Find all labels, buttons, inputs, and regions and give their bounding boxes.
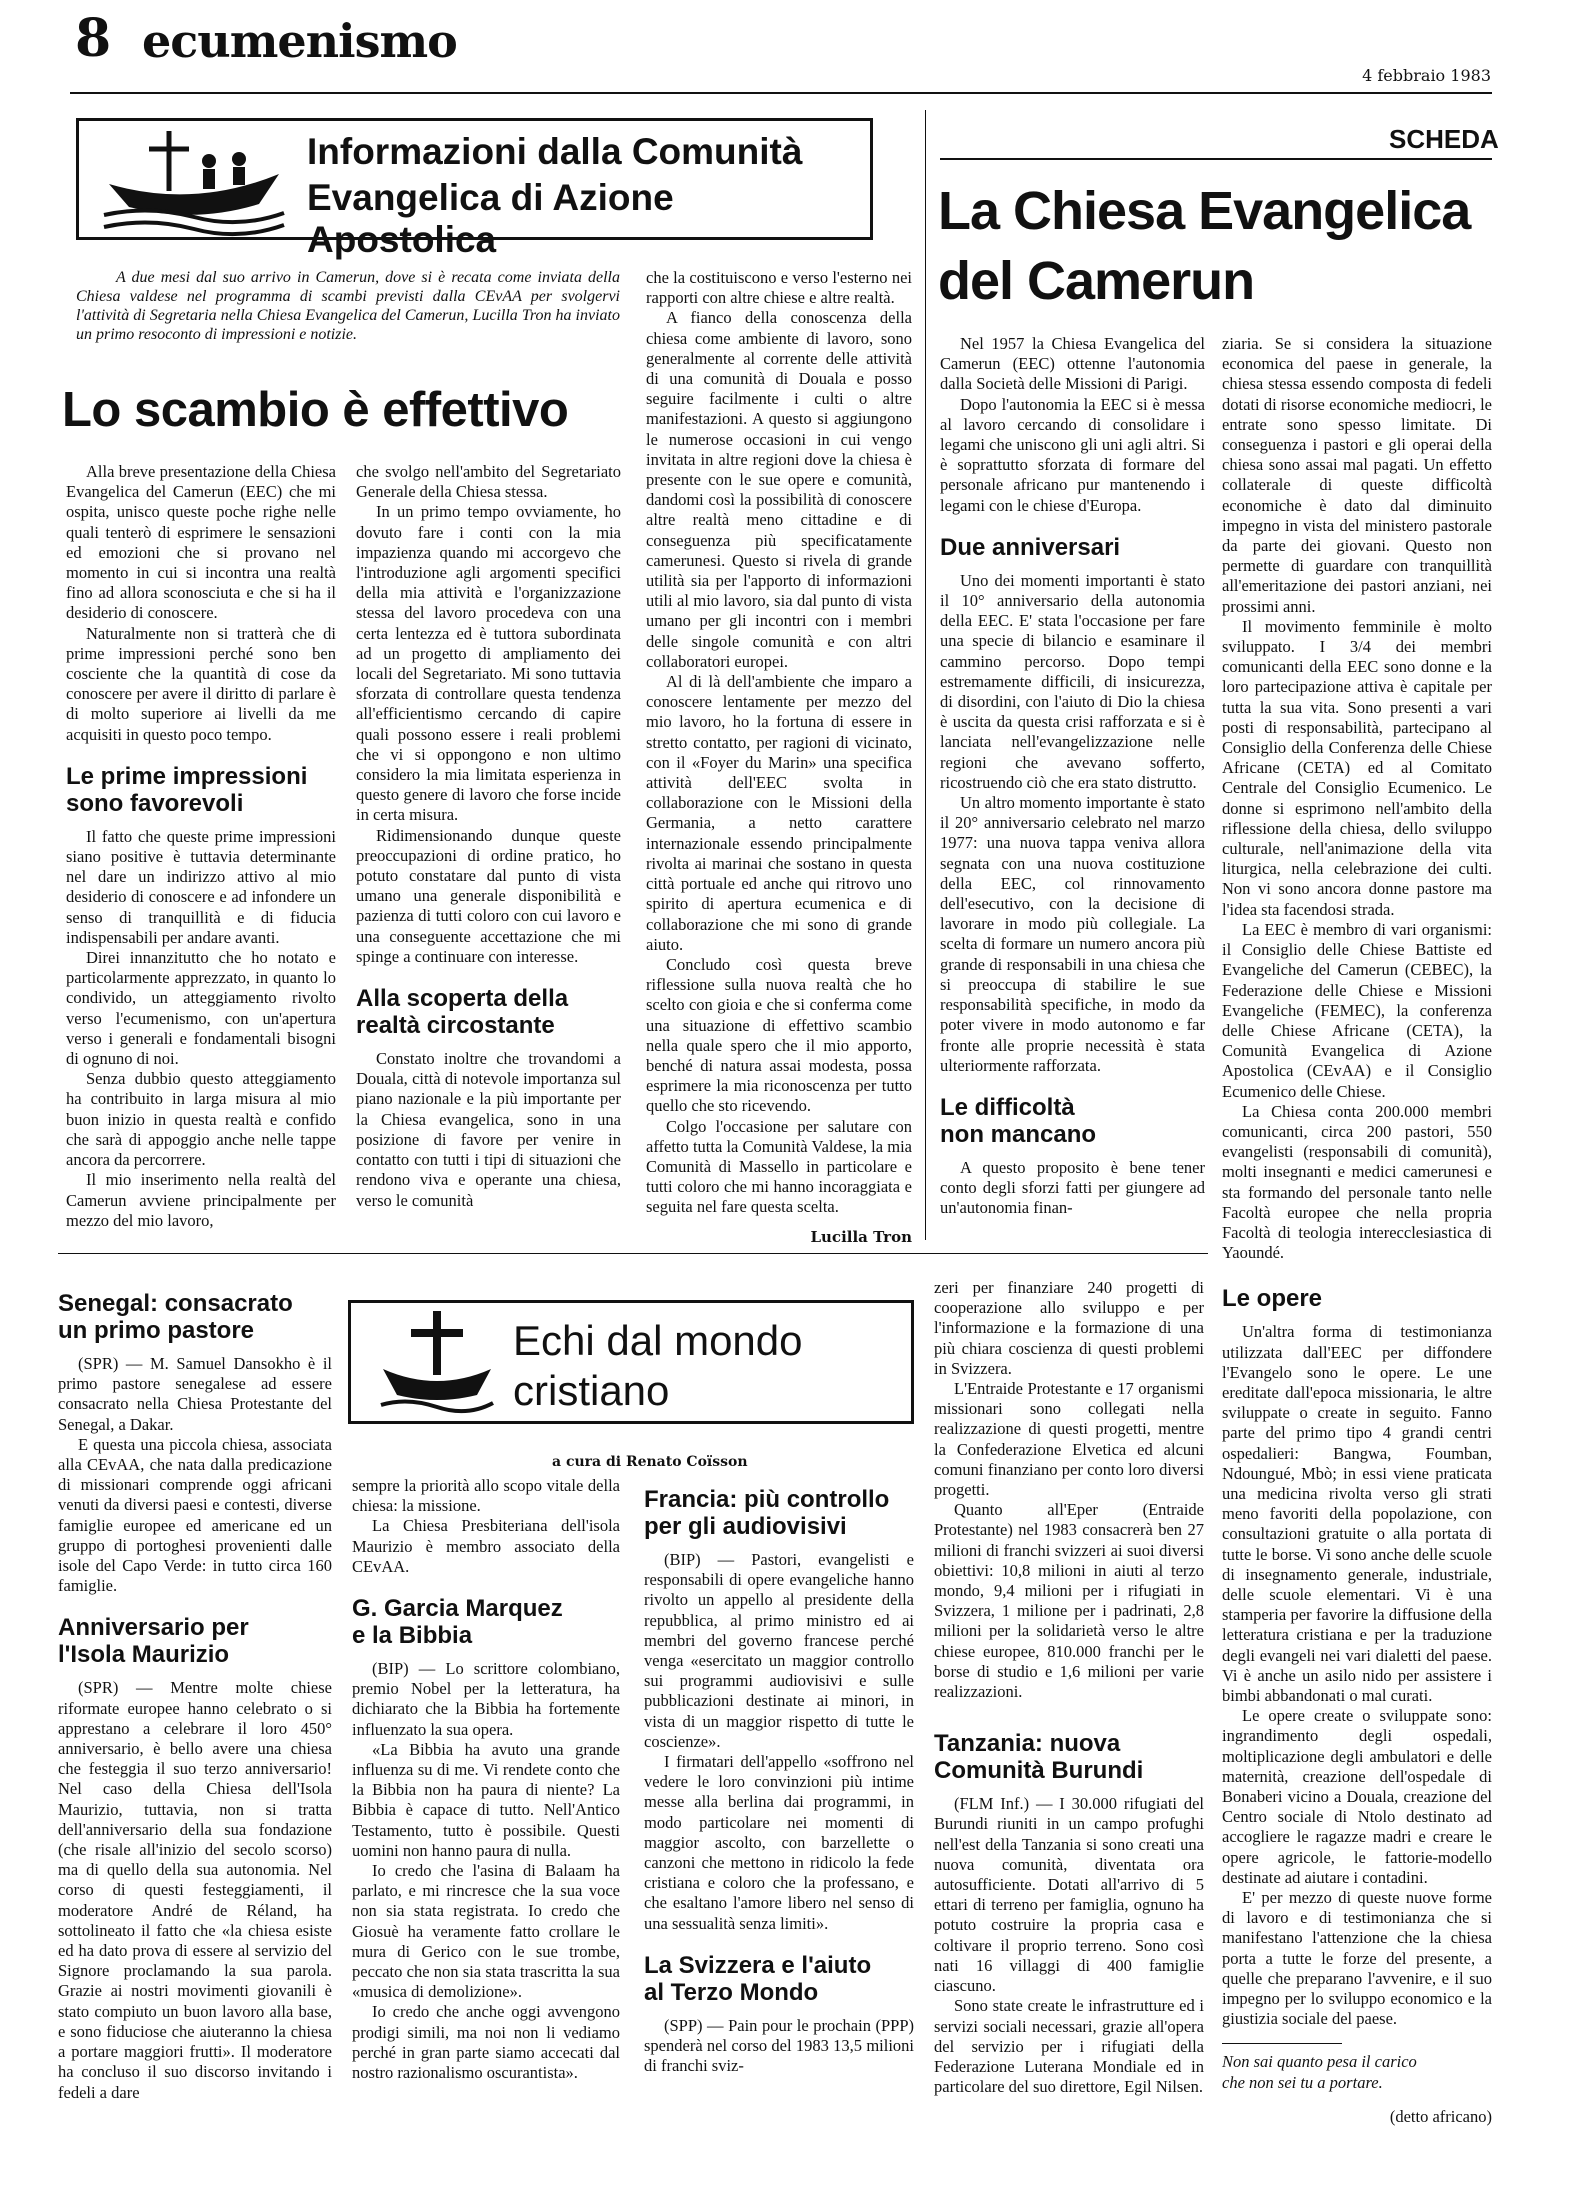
paragraph: Un'altra forma di testimonianza utilizzata dall'EEC per diffondere l'Evangelo sono le opere. Le une ereditate dall'epoca missionaria, le altre sviluppate o create in seguito. Fanno parte del primo tipo 4 grandi centri ospedalieri: Bangwa, Foumban, Ndoungué, Mbò; in essi viene praticata una medicina rivolta verso gli strati meno favoriti della popolazione, con consultazioni gratuite o alla portata di tutte le borse. Vi sono anche delle scuole di insegnamento generale, industriale, delle scuole elementari. Vi è una stamperia per favorire la diffusione della letteratura cristiana e per la traduzione degli evangeli nei vari dialetti del paese. Vi è anche un asilo nido per assistere i bimbi abbandonati o mal curati. bbox=[1222, 1322, 1492, 1705]
echi-column-2 bbox=[352, 1476, 620, 2116]
paragraph: (FLM Inf.) — I 30.000 rifugiati del Burundi riuniti in un campo profughi nell'est della Tanzania si sono creati una nuova comunità, diventata ora autosufficiente. Dotati all'arrivo di 5 ettari di terreno per famiglia, ognuno ha potuto costruire la propria casa e coltivare il proprio terreno. Sono così nati 16 villaggi di 400 famiglie ciascuno. bbox=[934, 1794, 1204, 1996]
heading-alla-scoperta: Alla scoperta della realtà circostante bbox=[356, 985, 569, 1040]
paragraph: Dopo l'autonomia la EEC si è messa al lavoro cercando di consolidare i legami che uniscono gli uni agli altri. Si è soprattutto sforzata di formare del personale africano pur mantenendo i legami con le chiese d'Europa. bbox=[940, 394, 1205, 515]
echi-column-3 bbox=[644, 1476, 914, 2116]
paragraph: zeri per finanziare 240 progetti di cooperazione allo sviluppo e per l'informazione e la formazione di una più chiara coscienza di questi problemi in Svizzera. bbox=[934, 1278, 1204, 1378]
section-rule bbox=[58, 1253, 1208, 1254]
paragraph: Io credo che anche oggi avvengono prodigi simili, ma noi non li vediamo perché in gran parte siamo accecati dal nostro razionalismo oscurantista». bbox=[352, 2002, 620, 2083]
paragraph: Alla breve presentazione della Chiesa Evangelica del Camerun (EEC) che mi ospita, unisco queste poche righe nelle quali tenterò di esprimere le sensazioni ed emozioni che si provano nel momento in cui si incontra una realtà fino ad allora sconosciuta e che si ha il desiderio di conoscere. bbox=[66, 462, 336, 623]
paragraph: Senza dubbio questo atteggiamento ha contribuito in larga misura al mio buon inizio in questa realtà e confido che sarà di appoggio anche nelle tappe ancora da percorrere. bbox=[66, 1069, 336, 1170]
scheda-column-2 bbox=[1222, 334, 1492, 2126]
paragraph: L'Entraide Protestante e 17 organismi missionari sono collegati nella realizzazione di questi progetti, mentre la Confederazione Elvetica ed alcuni comuni finanziano per conto loro diversi progetti. bbox=[934, 1379, 1204, 1500]
paragraph: Il mio inserimento nella realtà del Camerun avviene principalmente per mezzo del mio lavoro, bbox=[66, 1170, 336, 1230]
paragraph: sempre la priorità allo scopo vitale della chiesa: la missione. bbox=[352, 1476, 620, 1516]
signature: Lucilla Tron bbox=[810, 1228, 912, 1246]
paragraph: Un altro momento importante è stato il 20° anniversario celebrato nel marzo 1977: una nuova tappa veniva allora segnata con una nuova costituzione della EEC, col rinnovamento dell'esecutivo, con la decisione di lavorare in modo più collegiale. La scelta di formare un numero ancora più grande di responsabili in una chiesa che si preoccupa di stabilire le sue responsabilità specifiche, in modo da poter vivere in modo autonomo e far fronte alle proprie necessità è stata ulteriormente rafforzata. bbox=[940, 793, 1205, 1075]
echi-column-1 bbox=[58, 1270, 332, 2115]
heading-svizzera: La Svizzera e l'aiuto al Terzo Mondo bbox=[644, 1951, 872, 2006]
paragraph: (BIP) — Pastori, evangelisti e responsabili di opere evangeliche hanno rivolto un appello al presidente della repubblica, al primo ministro ed ai membri del governo francese perché venga «esercitato un maggior controllo sui programmi audiovisivi e sulle pubblicazioni destinate ai minori, in vista di un maggior rispetto di tutte le coscienze». bbox=[644, 1550, 914, 1751]
paragraph: A fianco della conoscenza della chiesa come ambiente di lavoro, sono generalmente al corrente delle attività di una comunità di Douala e posso seguire facilmente i culti o altre manifestazioni. A questo si aggiungono le numerose occasioni in cui vengo invitata in altre regioni dove la chiesa è presente con le sue opere e comunità, dandomi così la possibilità di conoscere altre realtà meno cittadine e di conseguenza più specificatamente camerunesi. Questo si rivela di grande utilità sia per l'apporto di informazioni utili al mio lavoro, sia dal punto di vista umano per gli incontri con i membri delle singole comunità e con altri collaboratori europei. bbox=[646, 308, 912, 671]
heading-maurizio: Anniversario per l'Isola Maurizio bbox=[58, 1614, 249, 1669]
section-title: ecumenismo bbox=[142, 14, 457, 68]
scheda-rule bbox=[940, 158, 1492, 160]
paragraph: (BIP) — Lo scrittore colombiano, premio Nobel per la letteratura, ha dichiarato che la Bibbia ha fortemente influenzato la sua opera. bbox=[352, 1659, 620, 1739]
paragraph: In un primo tempo ovviamente, ho dovuto fare i conti con la mia impazienza quando mi accorgevo che l'introduzione agli argomenti specifici della mia attività e l'organizzazione stessa del lavoro procedeva con una certa lentezza ed è tuttora subordinata ad un progetto di ampliamento dei locali del Segretariato. Mi sono tuttavia sforzata di controllare questa tendenza all'efficientismo cercando di capire quali possono essere i reali problemi che vi si oppongono e non ultimo considero la mia limitata esperienza in questo genere di lavoro che forse incide in certa misura. bbox=[356, 502, 621, 825]
paragraph: Uno dei momenti importanti è stato il 10° anniversario della autonomia della EEC. E' stata l'occasione per fare una specie di bilancio e esaminare il cammino percorso. Dopo tempi estremamente difficili, di insicurezza, di disordini, con l'aiuto di Dio la chiesa è uscita da questa crisi rafforzata e si è lanciata nell'evangelizzazione nelle regioni che avevano sofferto, ricostruendo ciò che era stato distrutto. bbox=[940, 570, 1205, 792]
heading-prime-impressioni: Le prime impressioni sono favorevoli bbox=[66, 762, 308, 817]
scambio-title: Lo scambio è effettivo bbox=[62, 383, 569, 437]
echi-title-line1: Echi dal mondo bbox=[513, 1317, 803, 1364]
issue-date: 4 febbraio 1983 bbox=[1362, 66, 1491, 85]
scambio-intro: A due mesi dal suo arrivo in Camerun, dove si è recata come inviata della Chiesa valdese nel programma di scambi previsti dalla CEvAA per svolgervi l'attività di Segretaria nella Chiesa Evangelica del Camerun, Lucilla Tron ha inviato un primo resoconto di impressioni e notizie. bbox=[76, 269, 620, 343]
paragraph: che svolgo nell'ambito del Segretariato Generale della Chiesa stessa. bbox=[356, 462, 621, 502]
box-title-line2: Evangelica di Azione Apostolica bbox=[307, 177, 674, 260]
heading-francia: Francia: più controllo per gli audiovisivi bbox=[644, 1486, 890, 1540]
heading-le-opere: Le opere bbox=[1222, 1285, 1323, 1313]
masthead-rule bbox=[70, 92, 1492, 94]
paragraph: (SPR) — Mentre molte chiese riformate europee hanno celebrato o si apprestano a celebrare il loro 450° anniversario, è bello avere una chiesa che festeggia il suo terzo anniversario! Nel caso della Chiesa dell'Isola Maurizio, tuttavia, non si tratta dell'anniversario della sua fondazione (che risale all'inizio del secolo scorso) ma di quello della sua autonomia. Nel corso di questi festeggiamenti, il moderatore André de Réland, ha sottolineato il fatto che «la chiesa esiste ed ha dato prova di essere al servizio del Signore proclamando la sua parola. Grazie ai nostri movimenti giovanili è stato compiuto un buon lavoro alla base, e sono fiduciose che aiuteranno la chiesa a portare maggiori frutti». Il moderatore ha concluso il suo discorso invitando i fedeli a dare bbox=[58, 1678, 332, 2102]
scheda-title-line1: La Chiesa Evangelica bbox=[938, 181, 1471, 241]
heading-garcia-marquez: G. Garcia Marquez e la Bibbia bbox=[352, 1595, 563, 1650]
echi-byline: a cura di Renato Coïsson bbox=[552, 1454, 748, 1470]
paragraph: Colgo l'occasione per salutare con affetto tutta la Comunità Valdese, la mia Comunità di Massello in particolare e tutti coloro che mi hanno incoraggiata e seguita nel fare questa scelta. bbox=[646, 1116, 912, 1217]
echi-column-4 bbox=[934, 1270, 1204, 2115]
paragraph: E' per mezzo di queste nuove forme di lavoro e di testimonianza che si manifestano l'attenzione che la chiesa porta a tutte le forze del presente, a quelle che preparano l'avvenire, e il suo impegno per lo sviluppo economico e la giustizia sociale del paese. bbox=[1222, 1888, 1492, 2029]
scheda-title-line2: del Camerun bbox=[938, 251, 1255, 311]
paragraph: Direi innanzitutto che ho notato e particolarmente apprezzato, in quanto lo condivido, un atteggiamento rivolto verso l'ecumenismo, con un'apertura verso i generali e fondamentali bisogni di ognuno di noi. bbox=[66, 948, 336, 1069]
paragraph: Constato inoltre che trovandomi a Douala, città di notevole importanza sul piano nazionale e la più importante per la Chiesa evangelica, sono in una posizione di favore per venire in contatto con tutti i tipi di situazioni che rendono viva e operante una chiesa, verso le comunità bbox=[356, 1049, 621, 1210]
paragraph: La Chiesa conta 200.000 membri comunicanti, circa 200 pastori, 550 evangelisti (responsabili di comunità), molti insegnanti e medici camerunesi e sta formando del personale tanto nelle Facoltà europee che nella propria Facoltà di teologia interecclesiastica di Yaoundé. bbox=[1222, 1101, 1492, 1263]
proverb-source: (detto africano) bbox=[1389, 2106, 1492, 2126]
paragraph: Concludo così questa breve riflessione sulla nuova realtà che ho scelto con gioia e che si conferma come una situazione di effettivo scambio nella quale spero che il mio apporto, benché di natura assai modesta, possa esprimere la mia riconoscenza per tutto quello che sto ricevendo. bbox=[646, 954, 912, 1116]
paragraph: Quanto all'Eper (Entraide Protestante) nel 1983 consacrerà ben 27 milioni di franchi svizzeri ai suoi diversi obiettivi: 10,8 milioni in aiuti al terzo mondo, 9,4 milioni per i rifugiati in Svizzera, 1 milione per i padrinati, 2,8 milioni per la solidarietà verso le altre chiese europee, 810.000 franchi per le borse di studio e 1,6 milioni per varie realizzazioni. bbox=[934, 1500, 1204, 1702]
paragraph: A questo proposito è bene tener conto degli sforzi fatti per giungere ad un'autonomia finan- bbox=[940, 1157, 1205, 1218]
heading-tanzania: Tanzania: nuova Comunità Burundi bbox=[934, 1730, 1144, 1785]
divider bbox=[1222, 2043, 1342, 2044]
paragraph: E questa una piccola chiesa, associata alla CEvAA, che nata dalla predicazione di missionari comprende oggi africani venuti da diversi paesi e contesti, diverse famiglie europee ed americane ed un gruppo di portoghesi provenienti dalle isole del Capo Verde: in tutto circa 160 famiglie. bbox=[58, 1434, 332, 1596]
heading-due-anniversari: Due anniversari bbox=[940, 533, 1121, 561]
box-title bbox=[76, 118, 873, 260]
cross-boat-logo-icon bbox=[377, 1309, 497, 1419]
paragraph: ziaria. Se si considera la situazione economica del paese in generale, la chiesa stessa essendo composta di fedeli dotati di risorse economiche mediocri, le entrate sono spesso limitate. Di conseguenza i pastori e gli operai della chiesa sono assai mal pagati. Un effetto collaterale di queste difficoltà economiche è dato dal diminuito impegno in vista del ministero pastorale da parte dei giovani. Questo non permette di guardare con tranquillità all'emeritazione dei pastori anziani, nei prossimi anni. bbox=[1222, 334, 1492, 616]
paragraph: Le opere create o sviluppate sono: ingrandimento degli ospedali, moltiplicazione degli ambulatori e delle maternità, creazione dell'ospedale di Bonaberi vicino a Douala, creazione del Centro sociale di Ntolo destinato ad accogliere le ragazze madri e creare le opere agricole, le fattorie-modello destinate ad aiutare i contadini. bbox=[1222, 1706, 1492, 1887]
paragraph: (SPR) — M. Samuel Dansokho è il primo pastore senegalese ad essere consacrato nella Chiesa Protestante del Senegal, a Dakar. bbox=[58, 1354, 332, 1434]
paragraph: La EEC è membro di vari organismi: il Consiglio delle Chiese Battiste ed Evangeliche del Camerun (CEBEC), la Federazione delle Chiese e Missioni Evangeliche (FEMEC), la conferenza delle Chiese Africane (CETA), la Comunità Evangelica di Azione Apostolica (CEvAA) e il Consiglio Ecumenico delle Chiese. bbox=[1222, 919, 1492, 1101]
box-title-line1: Informazioni dalla Comunità bbox=[307, 131, 803, 172]
paragraph: Naturalmente non si tratterà che di prime impressioni perché sono ben cosciente che la quantità di cose da conoscere per avere il diritto di parlare è di molto superiore ai livelli da me acquisiti in questo poco tempo. bbox=[66, 623, 336, 744]
heading-senegal: Senegal: consacrato un primo pastore bbox=[58, 1290, 293, 1344]
paragraph: che la costituiscono e verso l'esterno nei rapporti con altre chiese e altre realtà. bbox=[646, 268, 912, 308]
echi-box-title bbox=[348, 1300, 914, 1424]
scambio-column-3 bbox=[646, 268, 912, 1228]
scheda-label: SCHEDA bbox=[1389, 124, 1499, 154]
column-rule bbox=[925, 110, 926, 1240]
paragraph: La Chiesa Presbiteriana dell'isola Maurizio è membro associato della CEvAA. bbox=[352, 1516, 620, 1576]
heading-difficolta: Le difficoltà non mancano bbox=[940, 1093, 1097, 1148]
scambio-column-1 bbox=[66, 462, 336, 1247]
proverb: Non sai quanto pesa il carico che non sei tu a portare. bbox=[1222, 2052, 1417, 2092]
paragraph: Sono state create le infrastrutture ed i servizi sociali necessari, grazie all'opera del servizio per i rifugiati della Federazione Luterana Mondiale ed in particolare del suo direttore, Egil Nilsen. bbox=[934, 1996, 1204, 2097]
paragraph: Nel 1957 la Chiesa Evangelica del Camerun (EEC) ottenne l'autonomia dalla Società delle Missioni di Parigi. bbox=[940, 334, 1205, 394]
scheda-column-1 bbox=[940, 334, 1205, 1254]
scambio-column-2 bbox=[356, 462, 621, 1247]
paragraph: Il movimento femminile è molto sviluppato. I 3/4 dei membri comunicanti della EEC sono donne e la loro partecipazione attiva è capitale per tutta la sua vita. Sono presenti a vari posti di responsabilità, partecipano al Consiglio della Conferenza delle Chiese Africane (CETA) ed al Comitato Centrale del Consiglio Ecumenico. Le donne si esprimono nell'ambito della riflessione della chiesa, dello sviluppo culturale, nell'animazione della vita liturgica, nella celebrazione dei culti. Non vi sono ancora donne pastore ma l'idea sta facendosi strada. bbox=[1222, 616, 1492, 919]
page-number: 8 bbox=[75, 8, 112, 69]
masthead bbox=[0, 0, 1577, 90]
paragraph: Ridimensionando dunque queste preoccupazioni di ordine pratico, ho potuto constatare dal punto di vista umano una generale disponibilità e pazienza di tutti coloro con cui lavoro e una conseguente accettazione che mi spinge a continuare con interesse. bbox=[356, 825, 621, 966]
boat-cross-logo-icon bbox=[99, 129, 289, 233]
paragraph: I firmatari dell'appello «soffrono nel vedere le loro convinzioni più intime messe alla berlina dai programmi, in modo particolare nei momenti di maggior ascolto, con barzellette o canzoni che mettono in ridicolo la fede cristiana e coloro che la professano, e che esaltano l'amore libero nel senso di una sessualità senza limiti». bbox=[644, 1752, 914, 1933]
paragraph: Al di là dell'ambiente che imparo a conoscere lentamente per mezzo del mio lavoro, ho la fortuna di essere in stretto contatto, per ragioni di vicinato, con il «Foyer du Marin» una specifica attività dell'EEC svolta in collaborazione con le Missioni della Germania, a netto carattere internazionale essendo principalmente rivolta ai marinai che sostano in questa città portuale ed anche qui ritrovo uno spirito di apertura ecumenica e di collaborazione che mi sono di grande aiuto. bbox=[646, 672, 912, 954]
paragraph: Il fatto che queste prime impressioni siano positive è tuttavia determinante nel dare un indirizzo attivo al mio desiderio di conoscere e ad infondere un senso di tranquillità e di fiducia indispensabili per andare avanti. bbox=[66, 826, 336, 947]
paragraph: (SPP) — Pain pour le prochain (PPP) spenderà nel corso del 1983 13,5 milioni di franchi sviz- bbox=[644, 2015, 914, 2076]
paragraph: «La Bibbia ha avuto una grande influenza su di me. Vi rendete conto che la Bibbia non ha paura di niente? La Bibbia è capace di tutto. Nell'Antico Testamento, tutto è possibile. Questi uomini non hanno paura di nulla. bbox=[352, 1739, 620, 1860]
echi-title-line2: cristiano bbox=[513, 1367, 670, 1414]
paragraph: Io credo che l'asina di Balaam ha parlato, e mi rincresce che la sua voce non sia stata registrata. Io credo che Giosuè ha veramente fatto crollare le mura di Gerico con le sue trombe, peccato che non sia stata trascritta la sua «musica di demolizione». bbox=[352, 1861, 620, 2002]
